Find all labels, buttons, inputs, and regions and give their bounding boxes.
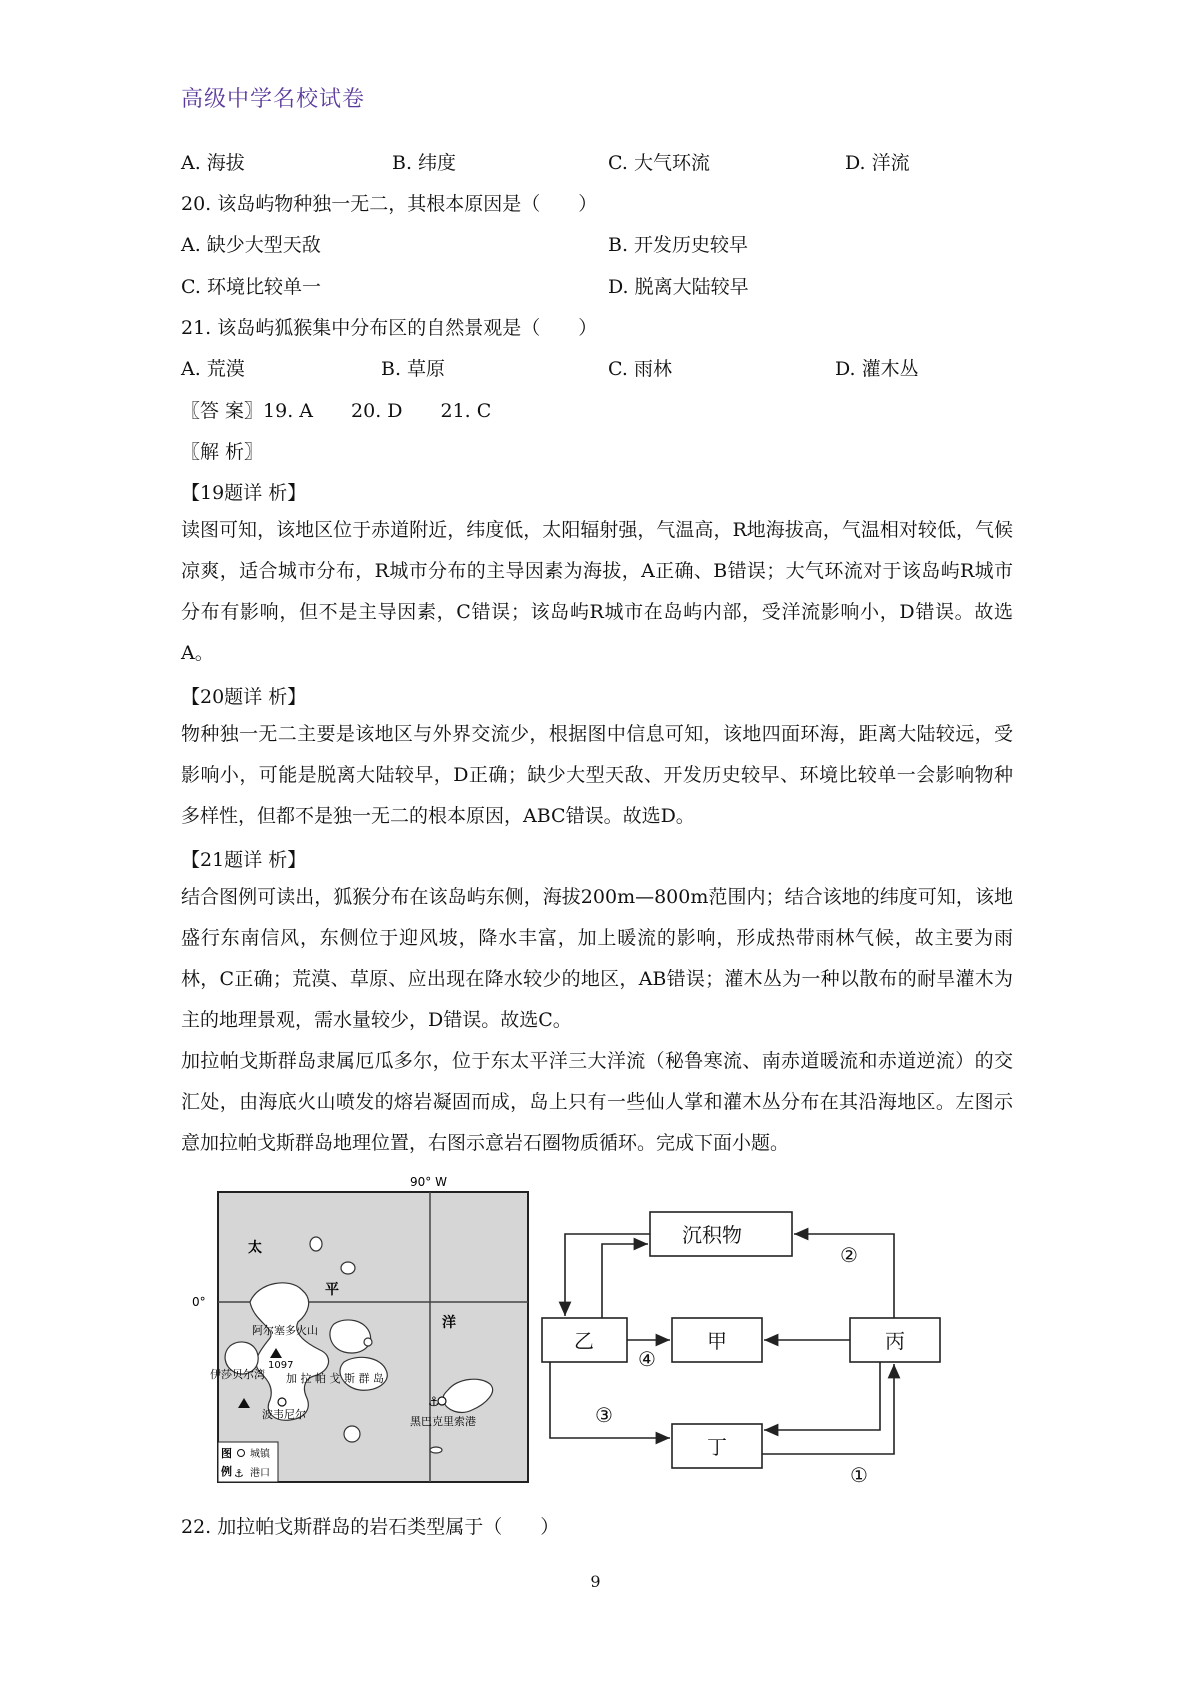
q19-option-d: D. 洋流 bbox=[845, 152, 910, 174]
legend-anchor-icon: ⚓ bbox=[234, 1467, 244, 1480]
q21-option-c: C. 雨林 bbox=[608, 358, 672, 380]
figure-panel bbox=[192, 1172, 1010, 1492]
map-legend bbox=[218, 1442, 278, 1482]
q20-option-c: C. 环境比较单一 bbox=[181, 276, 321, 298]
rock-cycle-diagram bbox=[542, 1212, 940, 1468]
yi-label: 乙 bbox=[574, 1329, 594, 1353]
ocean-char-2: 平 bbox=[325, 1282, 339, 1298]
arrow-yi-to-sediment bbox=[602, 1244, 648, 1318]
q21-stem: 21. 该岛屿狐猴集中分布区的自然景观是（ ） bbox=[181, 317, 598, 339]
q21-option-a: A. 荒漠 bbox=[181, 358, 245, 380]
answer-line: 〖答 案〗19. A 20. D 21. C bbox=[181, 400, 492, 422]
legend-head-1: 图 bbox=[221, 1447, 232, 1460]
islet-1 bbox=[310, 1237, 322, 1251]
bing-label: 丙 bbox=[885, 1329, 905, 1353]
arrow-label-2: ② bbox=[840, 1243, 858, 1267]
ocean-char-3: 洋 bbox=[442, 1315, 456, 1331]
legend-port-label: 港口 bbox=[250, 1468, 270, 1479]
q21-option-d: D. 灌木丛 bbox=[835, 358, 919, 380]
arrow-label-4: ④ bbox=[638, 1347, 656, 1371]
islet-5 bbox=[430, 1447, 442, 1453]
detail19-title: 【19题详 析】 bbox=[181, 482, 307, 504]
q20-option-b: B. 开发历史较早 bbox=[608, 234, 749, 256]
q22-stem: 22. 加拉帕戈斯群岛的岩石类型属于（ ） bbox=[181, 1516, 560, 1538]
ding-label: 丁 bbox=[707, 1435, 727, 1459]
galapagos-map bbox=[192, 1175, 528, 1482]
q21-option-b: B. 草原 bbox=[381, 358, 446, 380]
equator-label: 0° bbox=[192, 1295, 206, 1309]
q19-option-a: A. 海拔 bbox=[181, 152, 245, 174]
q19-option-b: B. 纬度 bbox=[392, 152, 457, 174]
ocean-char-1: 太 bbox=[248, 1240, 262, 1256]
islet-floreana bbox=[344, 1426, 360, 1442]
meridian-label: 90° W bbox=[410, 1175, 447, 1189]
q19-option-c: C. 大气环流 bbox=[608, 152, 710, 174]
legend-head-2: 例 bbox=[221, 1465, 232, 1478]
port-label: 黑巴克里索港 bbox=[410, 1415, 476, 1428]
jia-label: 甲 bbox=[707, 1329, 727, 1353]
islet-2 bbox=[341, 1262, 355, 1274]
detail20-text: 物种独一无二主要是该地区与外界交流少，根据图中信息可知，该地四面环海，距离大陆较远，受影响小，可能是脱离大陆较早，D正确；缺少大型天敌、开发历史较早、环境比较单一会影响物种多样性，但都不是独一无二的根本原因，ABC错误。故选D。 bbox=[181, 723, 1013, 827]
arrow-label-1: ① bbox=[850, 1463, 868, 1487]
bay-label: 伊莎贝尔湾 bbox=[210, 1368, 265, 1381]
document-header: 高级中学名校试卷 bbox=[181, 87, 366, 112]
town-label: 波韦尼尔 bbox=[262, 1408, 306, 1421]
archipelago-label: 加 拉 帕 戈 斯 群 岛 bbox=[286, 1372, 384, 1385]
detail19-text: 读图可知，该地区位于赤道附近，纬度低，太阳辐射强，气温高，R地海拔高，气温相对较低，气候凉爽，适合城市分布，R城市分布的主导因素为海拔，A正确、B错误；大气环流对于该岛屿R城市分布有影响，但不是主导因素，C错误；该岛屿R城市在岛屿内部，受洋流影响小，D错误。故选A。 bbox=[181, 519, 1013, 664]
detail21-text: 结合图例可读出，狐猴分布在该岛屿东侧，海拔200m—800m范围内；结合该地的纬度可知，该地盛行东南信风，东侧位于迎风坡，降水丰富，加上暖流的影响，形成热带雨林气候，故主要为雨林，C正确；荒漠、草原、应出现在降水较少的地区，AB错误；灌木丛为一种以散布的耐旱灌木为主的地理景观，需水量较少，D错误。故选C。 bbox=[181, 886, 1013, 1031]
legend-town-label: 城镇 bbox=[250, 1449, 270, 1460]
page-number: 9 bbox=[590, 1572, 601, 1591]
detail21-title: 【21题详 析】 bbox=[181, 849, 307, 871]
town-marker bbox=[278, 1398, 286, 1406]
legend-town-icon bbox=[238, 1450, 245, 1457]
q20-stem: 20. 该岛屿物种独一无二，其根本原因是（ ） bbox=[181, 193, 598, 215]
detail20-title: 【20题详 析】 bbox=[181, 686, 307, 708]
arrow-bing-to-ding bbox=[764, 1362, 880, 1430]
arrow-ding-to-bing bbox=[762, 1364, 894, 1454]
arrow-sediment-to-yi bbox=[565, 1234, 650, 1316]
intro-paragraph: 加拉帕戈斯群岛隶属厄瓜多尔，位于东太平洋三大洋流（秘鲁寒流、南赤道暖流和赤道逆流）的交汇处，由海底火山喷发的熔岩凝固而成，岛上只有一些仙人掌和灌木丛分布在其沿海地区。左图示意加拉帕戈斯群岛地理位置，右图示意岩石圈物质循环。完成下面小题。 bbox=[181, 1050, 1013, 1154]
analysis-label: 〖解 析〗 bbox=[181, 441, 264, 463]
santiago-island bbox=[330, 1320, 371, 1353]
islet-3 bbox=[364, 1338, 372, 1346]
arrow-label-3: ③ bbox=[595, 1403, 613, 1427]
elevation-label: 1097 bbox=[268, 1360, 294, 1371]
q20-option-a: A. 缺少大型天敌 bbox=[181, 234, 321, 256]
anchor-icon: ⚓ bbox=[428, 1395, 440, 1410]
sediment-label: 沉积物 bbox=[682, 1223, 742, 1247]
q20-option-d: D. 脱离大陆较早 bbox=[608, 276, 749, 298]
volcano-label: 阿尔塞多火山 bbox=[252, 1324, 318, 1337]
